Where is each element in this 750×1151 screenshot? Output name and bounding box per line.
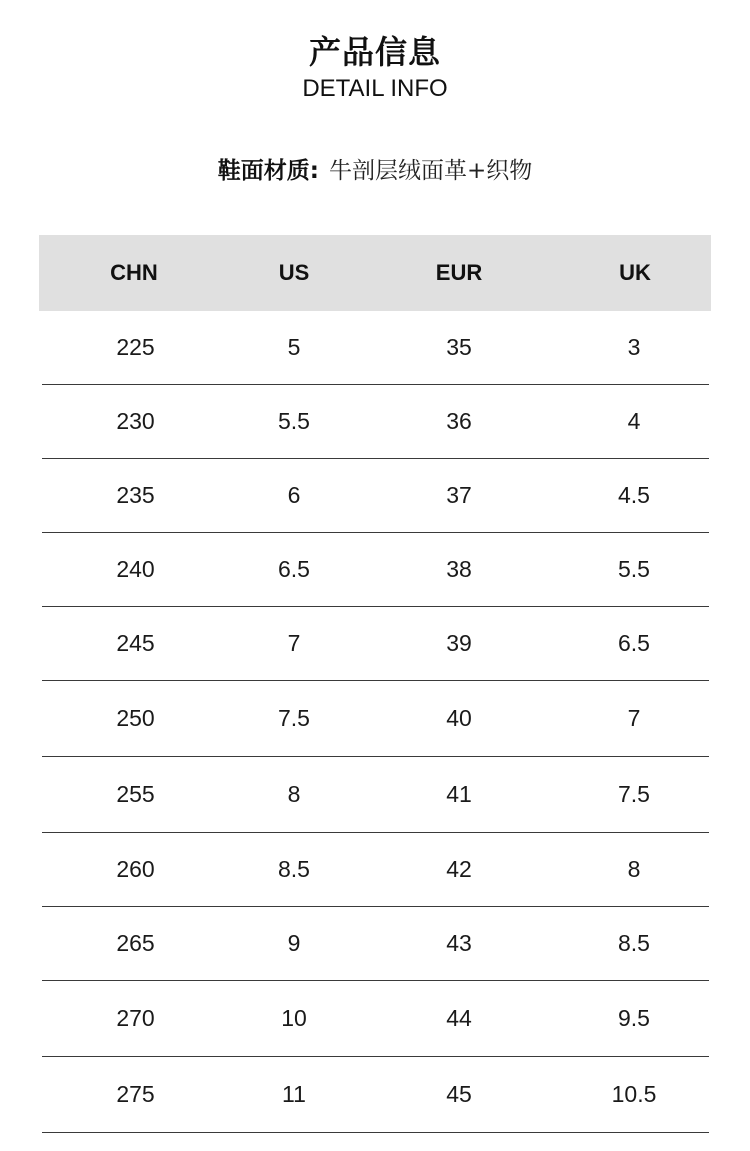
cell-uk: 8.5 [618,930,650,956]
cell-uk: 7.5 [618,781,650,807]
cell-eur: 39 [446,630,472,656]
table-row [42,1057,709,1133]
cell-us: 11 [282,1081,306,1107]
cell-us: 5.5 [278,408,310,434]
page-header [0,30,750,104]
page-title: 产品信息 [308,33,441,71]
size-table [39,235,711,1133]
table-row [42,681,709,757]
table-row [42,385,709,459]
cell-uk: 10.5 [611,1081,657,1107]
cell-eur: 36 [446,408,472,434]
cell-chn: 235 [116,482,155,508]
cell-us: 6.5 [278,556,310,582]
table-row [42,459,709,533]
column-header-eur: EUR [435,260,483,285]
column-header-us: US [278,260,310,285]
cell-chn: 245 [116,630,155,656]
cell-eur: 41 [446,781,472,807]
cell-chn: 230 [116,408,155,434]
cell-eur: 42 [446,856,472,882]
cell-chn: 265 [116,930,155,956]
cell-us: 5 [287,334,301,360]
cell-eur: 40 [446,705,472,731]
column-header-uk: UK [619,260,651,285]
cell-us: 7.5 [278,705,310,731]
material-info [0,155,750,187]
cell-uk: 9.5 [618,1005,650,1031]
cell-chn: 260 [116,856,155,882]
table-row [42,981,709,1057]
cell-eur: 43 [446,930,472,956]
cell-eur: 37 [446,482,472,508]
cell-chn: 225 [116,334,155,360]
cell-chn: 240 [116,556,155,582]
cell-chn: 270 [116,1005,155,1031]
cell-us: 8.5 [278,856,310,882]
column-header-chn: CHN [110,260,158,285]
cell-eur: 38 [446,556,472,582]
cell-uk: 4.5 [618,482,650,508]
table-header-row [39,235,711,311]
cell-uk: 8 [627,856,641,882]
cell-us: 7 [287,630,301,656]
cell-us: 10 [281,1005,307,1031]
table-row [42,907,709,981]
page-subtitle: DETAIL INFO [302,75,448,102]
cell-uk: 3 [627,334,641,360]
cell-eur: 45 [446,1081,472,1107]
cell-us: 6 [287,482,301,508]
cell-uk: 5.5 [618,556,650,582]
table-row [42,757,709,833]
cell-chn: 255 [116,781,155,807]
cell-uk: 7 [627,705,641,731]
cell-uk: 6.5 [618,630,650,656]
table-row [42,311,709,385]
cell-chn: 250 [116,705,155,731]
table-row [42,833,709,907]
table-row [42,533,709,607]
material-value: 牛剖层绒面革+织物 [328,158,533,184]
cell-us: 9 [287,930,301,956]
material-label: 鞋面材质: [217,158,319,184]
cell-chn: 275 [116,1081,155,1107]
table-row [42,607,709,681]
cell-eur: 44 [446,1005,472,1031]
cell-us: 8 [287,781,301,807]
cell-eur: 35 [446,334,472,360]
cell-uk: 4 [627,408,641,434]
